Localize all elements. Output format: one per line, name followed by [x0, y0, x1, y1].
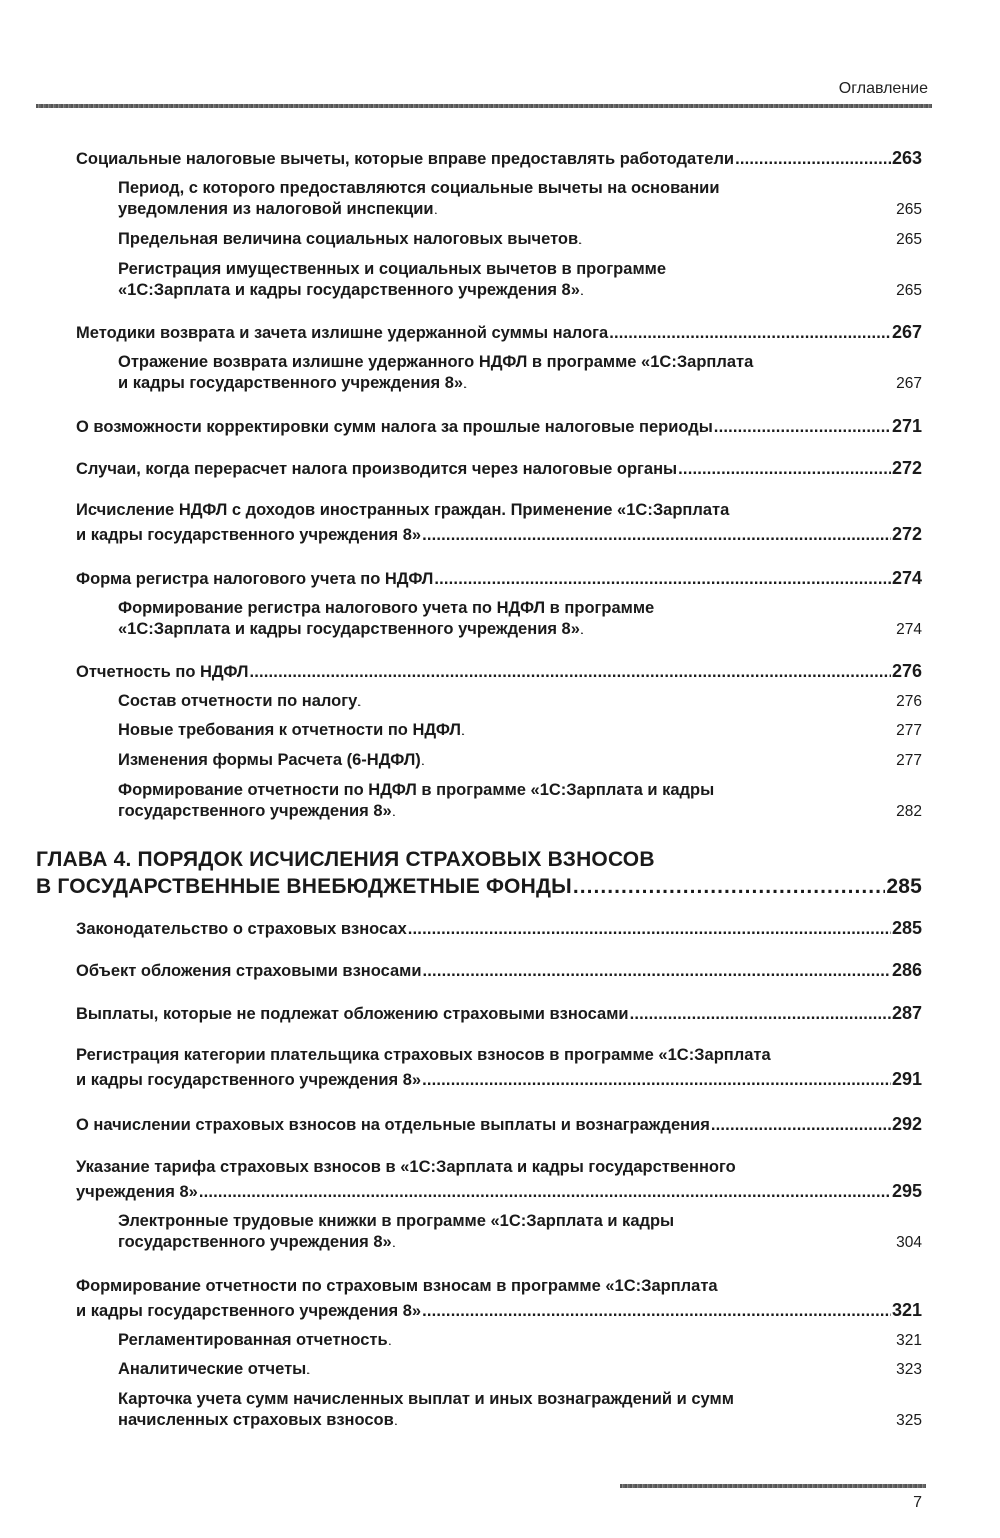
toc-entry-line [118, 1330, 922, 1353]
page-number: 7 [913, 1494, 922, 1511]
toc-entry-line [118, 280, 922, 303]
toc-page-number: 285 [891, 918, 922, 938]
toc-entry [118, 352, 922, 396]
toc-entry-title: Предельная величина социальных налоговых вычетов [118, 230, 579, 248]
toc-entry-title: Форма регистра налогового учета по НДФЛ [76, 570, 434, 588]
toc-entry [76, 566, 922, 591]
dot-leader [422, 1299, 891, 1323]
toc-entry-line [118, 1211, 922, 1232]
toc-entry-title: начисленных страховых взносов [118, 1411, 394, 1429]
toc-entry-title: Регламентированная отчетность [118, 1331, 388, 1349]
toc-entry-title: Изменения формы Расчета (6-НДФЛ) [118, 751, 421, 769]
toc-page-number: 267 [896, 375, 922, 392]
dot-leader [581, 282, 895, 303]
toc-entry [118, 750, 922, 773]
toc-page-number: 263 [891, 148, 922, 168]
toc-entry [76, 320, 922, 345]
dot-leader [711, 1113, 891, 1137]
toc-entry-line [118, 619, 922, 642]
toc-entry-title: и кадры государственного учреждения 8» [76, 1071, 422, 1089]
toc-entry [76, 146, 922, 171]
toc-entry-title: Состав отчетности по налогу [118, 692, 358, 710]
toc-entry-title: государственного учреждения 8» [118, 802, 392, 820]
toc-entry-line [76, 958, 922, 983]
toc-page-number: 285 [886, 875, 922, 898]
toc-entry-line [36, 873, 922, 900]
toc-entry-title: Отражение возврата излишне удержанного НДФЛ в программе «1С:Зарплата [118, 353, 754, 371]
toc-entry [76, 1112, 922, 1137]
toc-entry-line [76, 1112, 922, 1137]
toc-entry-line [118, 1232, 922, 1255]
toc-page-number: 287 [891, 1003, 922, 1023]
dot-leader [579, 231, 895, 252]
toc-entry-line [118, 1389, 922, 1410]
toc-entry-line [118, 720, 922, 743]
toc-entry-line [76, 1274, 922, 1298]
running-header: Оглавление [838, 80, 928, 97]
dot-leader [609, 321, 891, 345]
toc-entry [76, 498, 922, 547]
toc-page-number: 304 [896, 1234, 922, 1251]
toc-page-number: 321 [896, 1332, 922, 1349]
dot-leader [435, 201, 896, 222]
dot-leader [389, 1332, 895, 1353]
dot-leader [393, 803, 895, 824]
dot-leader [358, 693, 895, 714]
toc-entry-title: Регистрация имущественных и социальных вычетов в программе [118, 260, 667, 278]
toc-page-number: 325 [896, 1412, 922, 1429]
dot-leader [395, 1412, 895, 1433]
toc-entry [76, 659, 922, 684]
toc-entry-line [118, 1359, 922, 1382]
toc-entry-title: Методики возврата и зачета излишне удержанной суммы налога [76, 324, 609, 342]
toc-entry-title: Формирование отчетности по страховым взносам в программе «1С:Зарплата [76, 1277, 718, 1295]
toc-page-number: 272 [891, 524, 922, 544]
toc-entry [76, 1001, 922, 1026]
toc-entry [76, 414, 922, 439]
dot-leader [422, 1068, 891, 1092]
toc-entry-line [76, 1067, 922, 1092]
toc-page-number: 274 [891, 568, 922, 588]
toc-entry [76, 1274, 922, 1323]
chapter-entry [36, 846, 922, 900]
toc-page-number: 286 [891, 960, 922, 980]
dot-leader [249, 660, 890, 684]
toc-entry-line [76, 320, 922, 345]
toc-entry-title: В ГОСУДАРСТВЕННЫЕ ВНЕБЮДЖЕТНЫЕ ФОНДЫ [36, 875, 572, 898]
toc-entry [118, 1359, 922, 1382]
toc-entry-line [118, 750, 922, 773]
toc-entry-title: и кадры государственного учреждения 8» [76, 1302, 422, 1320]
toc-entry [118, 1330, 922, 1353]
toc-entry-title: Аналитические отчеты [118, 1360, 307, 1378]
dot-leader [735, 147, 891, 171]
toc-page-number: 271 [891, 416, 922, 436]
toc-entry-line [76, 1179, 922, 1204]
toc-entry-title: Регистрация категории плательщика страховых взносов в программе «1С:Зарплата [76, 1046, 771, 1064]
toc-entry-title: уведомления из налоговой инспекции [118, 200, 434, 218]
toc-entry [118, 1389, 922, 1433]
toc-entry [118, 598, 922, 642]
toc-entry-title: Карточка учета сумм начисленных выплат и иных вознаграждений и сумм [118, 1390, 734, 1408]
toc-entry-line [118, 199, 922, 222]
toc-entry-line [118, 780, 922, 801]
toc-entry-line [118, 691, 922, 714]
toc-page-number: 321 [891, 1300, 922, 1320]
toc-entry-title: Объект обложения страховыми взносами [76, 962, 422, 980]
footer-rule [620, 1484, 926, 1488]
toc-page-number: 267 [891, 322, 922, 342]
toc-entry [118, 691, 922, 714]
toc-entry-title: Формирование регистра налогового учета по НДФЛ в программе [118, 599, 655, 617]
toc-entry [76, 958, 922, 983]
toc-entry [76, 456, 922, 481]
toc-entry [118, 1211, 922, 1255]
dot-leader [423, 959, 891, 983]
toc-entry-line [118, 801, 922, 824]
toc-entry-line [118, 598, 922, 619]
toc-entry-line [76, 1043, 922, 1067]
dot-leader [307, 1361, 895, 1382]
toc-entry-line [76, 498, 922, 522]
dot-leader [464, 375, 895, 396]
toc-entry [118, 229, 922, 252]
dot-leader [434, 567, 891, 591]
toc-entry-title: и кадры государственного учреждения 8» [118, 374, 464, 392]
toc-entry-line [118, 259, 922, 280]
toc-entry-line [76, 1155, 922, 1179]
toc-entry-title: Период, с которого предоставляются социальные вычеты на основании [118, 179, 720, 197]
toc-entry-line [76, 456, 922, 481]
toc-entry [118, 720, 922, 743]
dot-leader [199, 1180, 891, 1204]
toc-page-number: 265 [896, 201, 922, 218]
toc-page-number: 295 [891, 1181, 922, 1201]
toc-entry-title: Отчетность по НДФЛ [76, 663, 249, 681]
toc-entry-line [118, 352, 922, 373]
dot-leader [630, 1002, 891, 1026]
toc-entry-line [118, 178, 922, 199]
toc-entry-title: Новые требования к отчетности по НДФЛ [118, 721, 461, 739]
toc-entry-title: Формирование отчетности по НДФЛ в программе «1С:Зарплата и кадры [118, 781, 715, 799]
toc-page-number: 272 [891, 458, 922, 478]
toc-entry [118, 780, 922, 824]
toc-page-number: 265 [896, 282, 922, 299]
toc-entry-title: «1С:Зарплата и кадры государственного учреждения 8» [118, 281, 580, 299]
toc-entry-line [76, 566, 922, 591]
toc-page-number: 291 [891, 1069, 922, 1089]
toc-entry-line [36, 846, 922, 873]
toc-entry-line [76, 414, 922, 439]
toc-entry-title: государственного учреждения 8» [118, 1233, 392, 1251]
toc-entry-title: учреждения 8» [76, 1183, 198, 1201]
toc-page-number: 277 [896, 752, 922, 769]
toc-entry-title: О возможности корректировки сумм налога за прошлые налоговые периоды [76, 418, 713, 436]
toc-entry [76, 1043, 922, 1092]
toc-entry-title: Выплаты, которые не подлежат обложению страховыми взносами [76, 1005, 629, 1023]
dot-leader [714, 415, 891, 439]
toc-entry-line [76, 1001, 922, 1026]
toc-page-number: 276 [891, 661, 922, 681]
dot-leader [462, 722, 895, 743]
toc-entry-title: О начислении страховых взносов на отдельные выплаты и вознаграждения [76, 1116, 710, 1134]
dot-leader [408, 917, 891, 941]
dot-leader [573, 873, 885, 900]
toc-page-number: 274 [896, 621, 922, 638]
toc-entry-line [76, 1298, 922, 1323]
header-rule [36, 104, 932, 108]
toc-page-number: 292 [891, 1114, 922, 1134]
dot-leader [393, 1234, 895, 1255]
toc-entry-title: Случаи, когда перерасчет налога производится через налоговые органы [76, 460, 678, 478]
toc-entry-title: и кадры государственного учреждения 8» [76, 526, 422, 544]
toc-page-number: 282 [896, 803, 922, 820]
toc-entry [76, 1155, 922, 1204]
toc-entry-title: Указание тарифа страховых взносов в «1С:Зарплата и кадры государственного [76, 1158, 736, 1176]
toc-entry-line [76, 916, 922, 941]
toc-entry-title: Законодательство о страховых взносах [76, 920, 407, 938]
dot-leader [678, 457, 891, 481]
toc-page-number: 276 [896, 693, 922, 710]
toc-entry-line [118, 373, 922, 396]
toc-entry-line [118, 229, 922, 252]
dot-leader [422, 752, 895, 773]
toc-entry-title: ГЛАВА 4. ПОРЯДОК ИСЧИСЛЕНИЯ СТРАХОВЫХ ВЗНОСОВ [36, 848, 655, 871]
toc-entry-line [76, 522, 922, 547]
toc-entry [76, 916, 922, 941]
toc-page-number: 265 [896, 231, 922, 248]
toc-entry-title: «1С:Зарплата и кадры государственного учреждения 8» [118, 620, 580, 638]
toc-entry [118, 259, 922, 303]
toc-page-number: 277 [896, 722, 922, 739]
toc-entry [118, 178, 922, 222]
toc-page-number: 323 [896, 1361, 922, 1378]
dot-leader [581, 621, 895, 642]
toc-entry-line [118, 1410, 922, 1433]
toc-entry-title: Социальные налоговые вычеты, которые вправе предоставлять работодатели [76, 150, 735, 168]
toc-entry-line [76, 146, 922, 171]
dot-leader [422, 523, 891, 547]
toc-entry-title: Электронные трудовые книжки в программе «1С:Зарплата и кадры [118, 1212, 675, 1230]
toc-entry-line [76, 659, 922, 684]
toc-entry-title: Исчисление НДФЛ с доходов иностранных граждан. Применение «1С:Зарплата [76, 501, 730, 519]
